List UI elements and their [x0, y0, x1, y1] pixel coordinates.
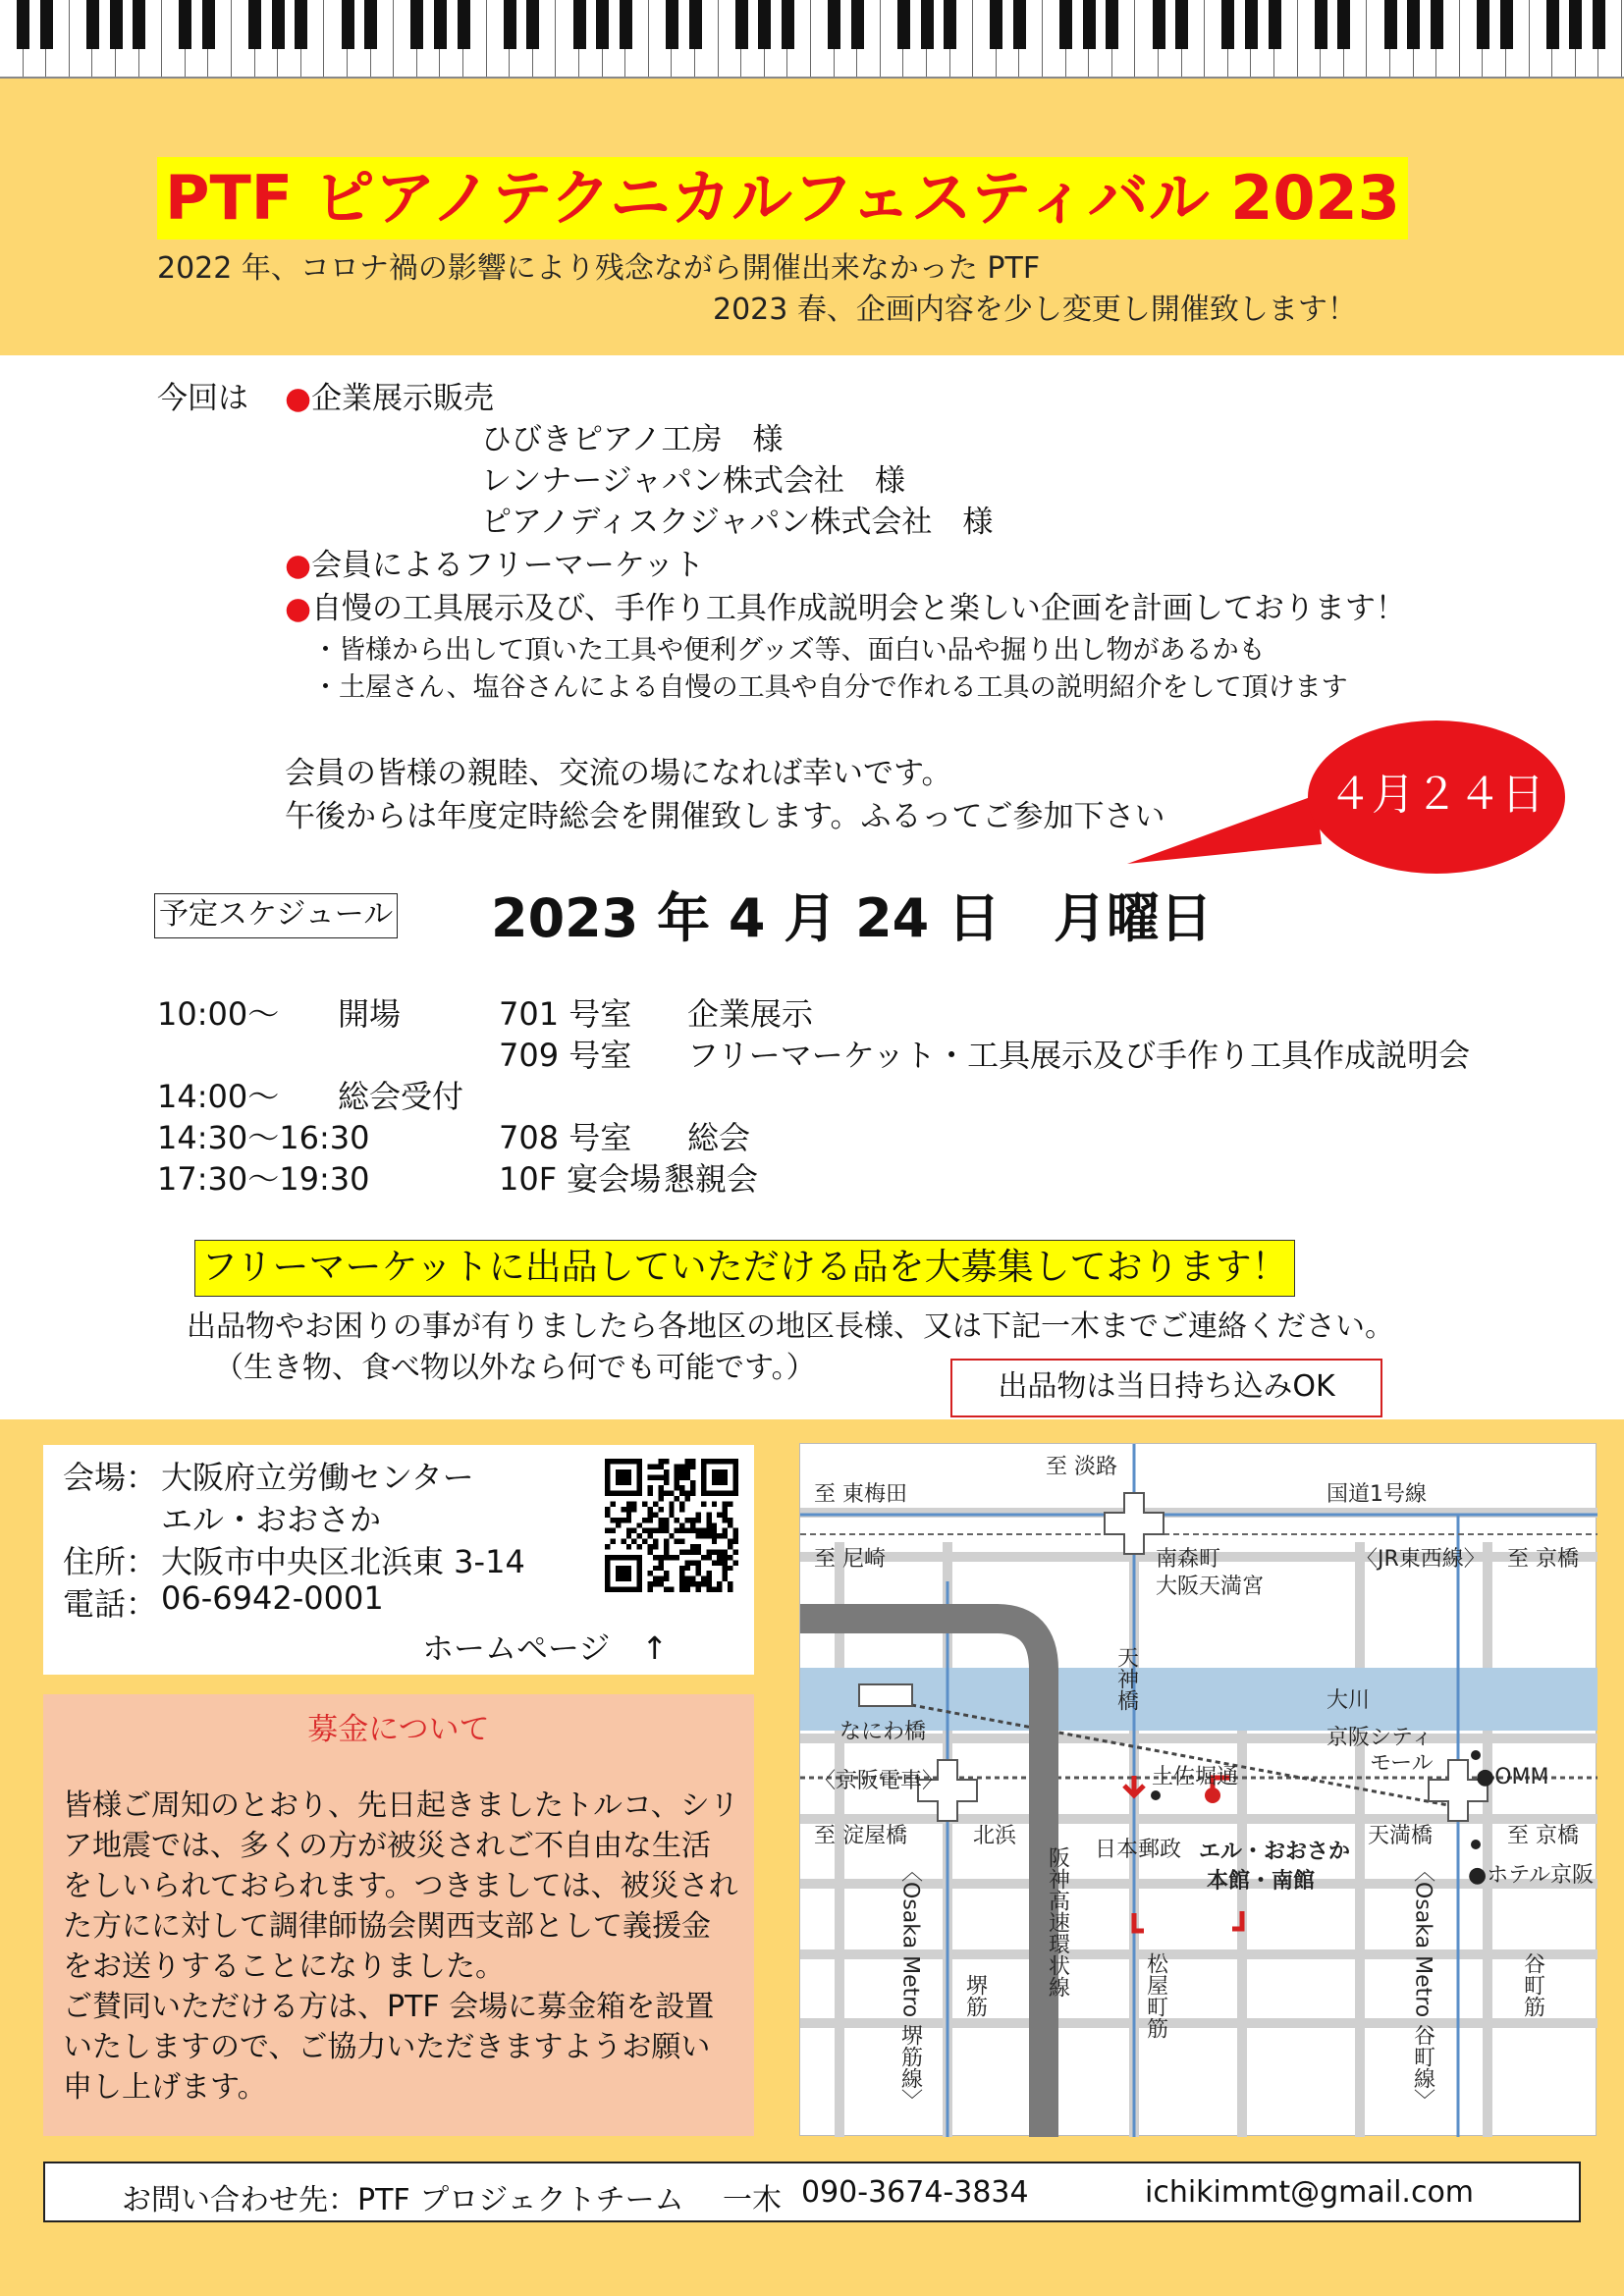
bring-on-day-notice: 出品物は当日持ち込みOK [950, 1359, 1382, 1417]
black-key [202, 0, 215, 49]
plan-item-label: 会員によるフリーマーケット [311, 548, 705, 583]
black-key [1083, 0, 1096, 49]
contact-label: お問い合わせ先：PTF プロジェクトチーム [122, 2183, 684, 2217]
map-label: 南森町 [1156, 1547, 1221, 1572]
black-key [1153, 0, 1165, 49]
black-key [689, 0, 702, 49]
black-key [110, 0, 123, 49]
black-key [1245, 0, 1258, 49]
access-map-drawing [800, 1444, 1597, 2137]
schedule-detail: 企業展示 [687, 995, 814, 1033]
donation-line: をお送りすることになりました。 [63, 1949, 505, 1984]
black-key [1315, 0, 1327, 49]
donation-line: 申し上げます。 [63, 2070, 267, 2105]
plan-item-label: 企業展示販売 [311, 381, 495, 416]
map-label: 阪神高速環状線 [1045, 1846, 1070, 1998]
map-label: 至 淀屋橋 [814, 1824, 907, 1848]
black-key [1500, 0, 1513, 49]
event-date: 2023 年 4 月 24 日 月曜日 [491, 887, 1214, 949]
black-key [1269, 0, 1281, 49]
schedule-time: 17:30〜19:30 [157, 1160, 370, 1198]
map-label: 日本郵政 [1095, 1838, 1182, 1862]
bullet-icon: ● [285, 548, 312, 583]
map-label: 〈Osaka Metro 堺筋線〉 [897, 1860, 923, 2111]
contact-email[interactable]: ichikimmt@gmail.com [1145, 2175, 1475, 2210]
map-label: 北浜 [973, 1824, 1017, 1848]
bullet-icon: ● [285, 591, 312, 626]
map-label: モール [1370, 1751, 1434, 1776]
black-key [458, 0, 470, 49]
black-key [1477, 0, 1489, 49]
black-key [573, 0, 586, 49]
schedule-detail: フリーマーケット・工具展示及び手作り工具作成説明会 [687, 1037, 1471, 1074]
schedule-time: 14:00〜 [157, 1078, 280, 1115]
donation-line: いたしますので、ご協力いただきますようお願い [63, 2030, 711, 2064]
schedule-event: 開場 [338, 995, 402, 1033]
plan-item-label: 自慢の工具展示及び、手作り工具作成説明会と楽しい企画を計画しております！ [311, 591, 1406, 626]
venue-name: 大阪府立労働センター [161, 1459, 474, 1496]
black-key [1384, 0, 1397, 49]
donation-title: 募金について [307, 1712, 490, 1747]
map-label: ●ホテル京阪 [1468, 1863, 1595, 1888]
black-key [596, 0, 609, 49]
map-label: 至 淡路 [1046, 1455, 1117, 1479]
access-map [799, 1443, 1597, 2136]
map-label: 土佐堀通 [1152, 1765, 1239, 1789]
map-label: 京阪シティ [1326, 1726, 1434, 1750]
piano-keys-decoration [0, 0, 1624, 79]
bullet-icon: ● [285, 381, 312, 416]
schedule-room: 708 号室 [499, 1119, 632, 1156]
map-label: 谷町筋 [1520, 1952, 1545, 2017]
black-key [1569, 0, 1582, 49]
closing-line-2: 午後からは年度定時総会を開催致します。ふるってご参加下さい [285, 799, 1165, 834]
contact-phone[interactable]: 090-3674-3834 [801, 2175, 1029, 2210]
black-key [921, 0, 934, 49]
plan-item-3 [285, 583, 1406, 627]
black-key [897, 0, 910, 49]
address-label: 住所： [63, 1543, 158, 1580]
plan-lead: 今回は [157, 381, 248, 416]
footer-strip [0, 2258, 1624, 2296]
black-key [735, 0, 748, 49]
black-key [272, 0, 285, 49]
black-key [410, 0, 423, 49]
schedule-room: 10F 宴会場 [499, 1160, 662, 1198]
black-key [295, 0, 307, 49]
contact-name: 一木 [723, 2183, 782, 2217]
flea-contact-line: 出品物やお困りの事が有りましたら各地区の地区長様、又は下記一木までご連絡ください。 [187, 1309, 1394, 1344]
black-key [1337, 0, 1350, 49]
map-label: 至 東梅田 [814, 1482, 907, 1507]
plan-sub-1: ・皆様から出して頂いた工具や便利グッズ等、面白い品や掘り出し物があるかも [312, 635, 1266, 666]
qr-code-icon[interactable] [605, 1459, 738, 1592]
venue-phone: 06-6942-0001 [161, 1579, 384, 1617]
black-key [248, 0, 261, 49]
black-key [1546, 0, 1559, 49]
black-key [504, 0, 516, 49]
map-label: 至 京橋 [1507, 1824, 1579, 1848]
black-key [1407, 0, 1420, 49]
black-key [86, 0, 99, 49]
black-key [364, 0, 377, 49]
donation-line: ご賛同いただける方は、PTF 会場に募金箱を設置 [63, 1990, 715, 2024]
black-key [1106, 0, 1118, 49]
black-key [1221, 0, 1234, 49]
donation-line: をしいられておられます。つきましては、被災され [63, 1869, 738, 1903]
phone-label: 電話： [63, 1585, 158, 1623]
black-key [782, 0, 794, 49]
schedule-time: 10:00〜 [157, 995, 280, 1033]
event-title: PTF ピアノテクニカルフェスティバル 2023 [157, 157, 1408, 240]
schedule-time: 14:30〜16:30 [157, 1119, 370, 1156]
black-key [17, 0, 29, 49]
closing-line-1: 会員の皆様の親睦、交流の場になれば幸いです。 [285, 756, 952, 791]
map-label: 国道1号線 [1326, 1482, 1427, 1507]
map-label: なにわ橋 [839, 1720, 927, 1744]
donation-line: 皆様ご周知のとおり、先日起きましたトルコ、シリ [63, 1789, 739, 1823]
black-key [342, 0, 354, 49]
venue-map-label: 本館・南館 [1207, 1869, 1316, 1894]
venue-label: 会場： [63, 1459, 158, 1496]
black-key [40, 0, 53, 49]
map-label: 大阪天満宮 [1156, 1575, 1265, 1599]
black-key [1431, 0, 1443, 49]
black-key [1059, 0, 1072, 49]
donation-line: ア地震では、多くの方が被災されご不自由な生活 [63, 1829, 711, 1863]
black-key [1013, 0, 1026, 49]
black-key [758, 0, 771, 49]
plan-sub-2: ・土屋さん、塩谷さんによる自慢の工具や自分で作れる工具の説明紹介をして頂けます [312, 672, 1348, 703]
date-bubble-text: ４月２４日 [1328, 770, 1544, 820]
black-key [851, 0, 864, 49]
intro-line-1: 2022 年、コロナ禍の影響により残念ながら開催出来なかった PTF [157, 251, 1041, 286]
exhibitor-3: ピアノディスクジャパン株式会社 様 [481, 505, 994, 540]
black-key [526, 0, 539, 49]
map-label: 至 京橋 [1507, 1547, 1579, 1572]
map-label: 〈JR東西線〉 [1356, 1547, 1486, 1572]
venue-map-label: エル・おおさか [1199, 1840, 1351, 1864]
flea-market-banner: フリーマーケットに出品していただける品を大募集しております！ [194, 1240, 1295, 1297]
map-label: 天神橋 [1113, 1646, 1139, 1711]
map-label: 至 尼崎 [814, 1547, 886, 1572]
black-key [179, 0, 191, 49]
donation-line: た方にに対して調律師協会関西支部として義援金 [63, 1909, 711, 1944]
intro-line-2: 2023 春、企画内容を少し変更し開催致します！ [713, 293, 1357, 327]
map-label: 〈京阪電車〉 [814, 1769, 945, 1793]
black-key [1175, 0, 1188, 49]
map-label: 天満橋 [1368, 1824, 1434, 1848]
black-key [434, 0, 447, 49]
map-label: ●OMM [1476, 1765, 1549, 1789]
venue-address: 大阪市中央区北浜東 3-14 [161, 1543, 525, 1580]
map-label: 松屋町筋 [1143, 1952, 1168, 2039]
plan-item-1 [285, 373, 494, 417]
black-key [666, 0, 678, 49]
black-key [133, 0, 145, 49]
venue-name-2: エル・おおさか [161, 1501, 382, 1538]
homepage-pointer: ホームページ ↑ [422, 1629, 669, 1667]
flea-note: （生き物、食べ物以外なら何でも可能です。） [214, 1351, 816, 1385]
exhibitor-1: ひびきピアノ工房 様 [481, 422, 784, 457]
schedule-room: 709 号室 [499, 1037, 632, 1074]
exhibitor-2: レンナージャパン株式会社 様 [481, 463, 905, 499]
black-key [620, 0, 632, 49]
map-label: 堺筋 [962, 1974, 988, 2017]
black-key [828, 0, 840, 49]
black-key [944, 0, 956, 49]
plan-item-2 [285, 540, 704, 584]
black-key [990, 0, 1002, 49]
schedule-event: 総会受付 [338, 1078, 464, 1115]
schedule-room: 701 号室 [499, 995, 632, 1033]
schedule-label: 予定スケジュール [154, 893, 398, 938]
schedule-detail: 懇親会 [664, 1160, 759, 1198]
contact-bar [43, 2162, 1581, 2222]
map-label: 大川 [1326, 1688, 1371, 1713]
map-label: 〈Osaka Metro 谷町線〉 [1410, 1860, 1435, 2111]
schedule-detail: 総会 [687, 1119, 751, 1156]
black-key [1593, 0, 1605, 49]
